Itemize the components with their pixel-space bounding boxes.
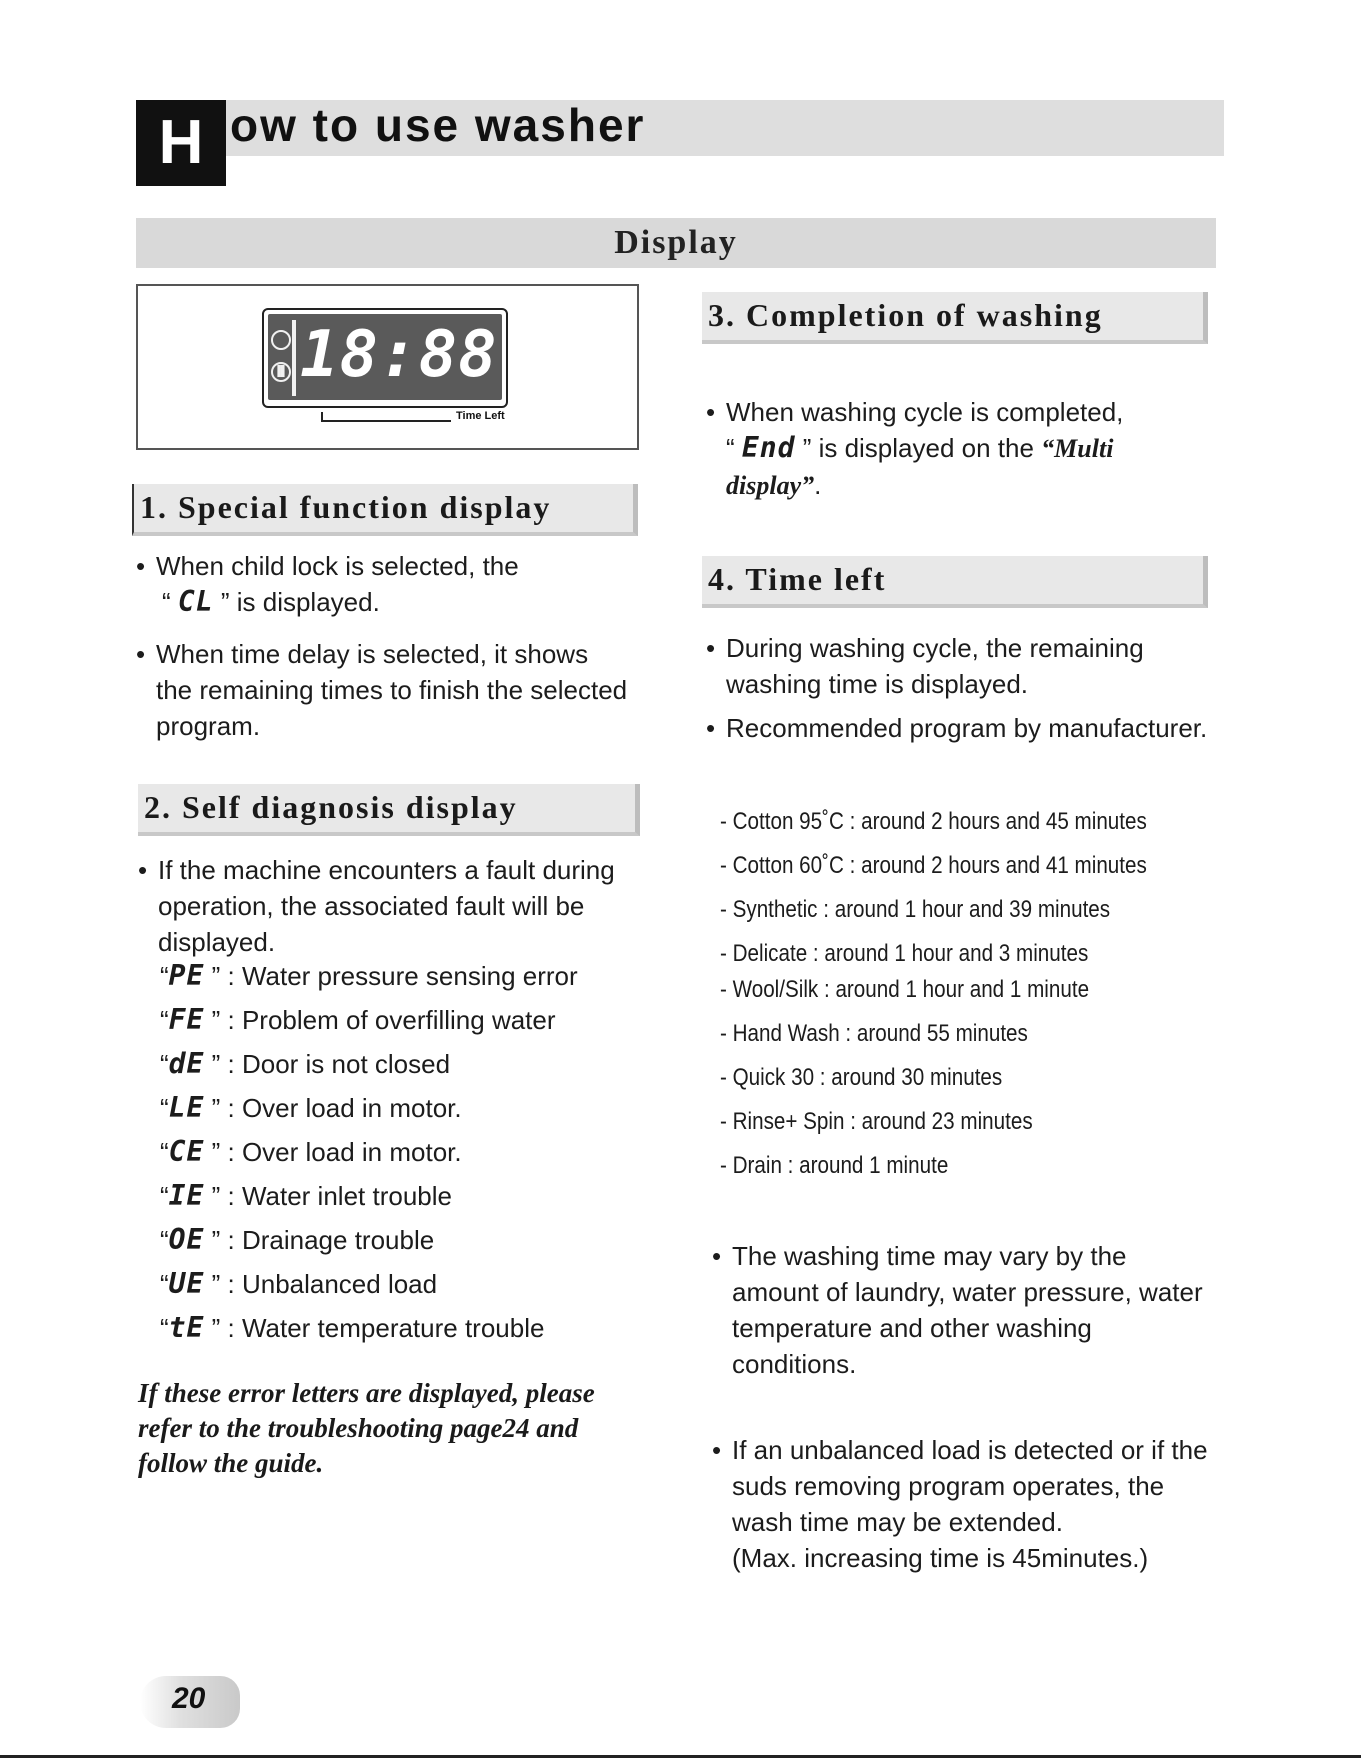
program-time-row: - Cotton 95˚C : around 2 hours and 45 minutes bbox=[720, 808, 1147, 835]
error-code: OE bbox=[168, 1223, 205, 1256]
fault-intro-line: displayed. bbox=[158, 927, 276, 957]
section-title-self-diagnosis: 2. Self diagnosis display bbox=[138, 784, 640, 836]
program-time-row: - Synthetic : around 1 hour and 39 minutes bbox=[720, 896, 1111, 923]
bullet-dot: • bbox=[706, 713, 716, 743]
pause-icon: ▐▌ bbox=[271, 362, 291, 382]
completion-end-line bbox=[726, 430, 1123, 467]
quote-open: “ bbox=[160, 1137, 169, 1167]
bullet-dot: • bbox=[712, 1241, 722, 1271]
error-code: dE bbox=[168, 1047, 205, 1080]
bullet-remaining-time bbox=[706, 630, 1144, 702]
quote-open: “ bbox=[160, 1225, 169, 1255]
error-row bbox=[160, 1222, 434, 1258]
note-line: follow the guide. bbox=[138, 1448, 324, 1478]
note-line: refer to the troubleshooting page24 and bbox=[138, 1413, 579, 1443]
bullet-dot: • bbox=[706, 633, 716, 663]
section-title-special-function: 1. Special function display bbox=[132, 484, 638, 536]
fault-intro-line: operation, the associated fault will be bbox=[158, 891, 585, 921]
time-left-bracket bbox=[321, 412, 451, 422]
bullet-time-delay bbox=[136, 636, 628, 744]
recommended-text: Recommended program by manufacturer. bbox=[726, 713, 1208, 743]
error-code: PE bbox=[168, 959, 205, 992]
bullet-dot: • bbox=[706, 397, 716, 427]
quote-open: “ bbox=[160, 1049, 169, 1079]
section-band-title: Display bbox=[136, 218, 1216, 268]
child-lock-suffix: ” is displayed. bbox=[213, 587, 380, 617]
error-row bbox=[160, 958, 578, 994]
fault-intro-line: If the machine encounters a fault during bbox=[158, 855, 615, 885]
lcd-divider bbox=[292, 320, 296, 396]
error-desc: Water pressure sensing error bbox=[241, 961, 578, 991]
completion-tail-line bbox=[726, 467, 1123, 504]
error-desc: Water inlet trouble bbox=[241, 1181, 452, 1211]
error-code: FE bbox=[168, 1003, 205, 1036]
error-sep: ” : bbox=[204, 1313, 242, 1343]
error-row bbox=[160, 1090, 462, 1126]
bullet-unbalanced-extension bbox=[712, 1432, 1208, 1576]
program-time-row: - Wool/Silk : around 1 hour and 1 minute bbox=[720, 976, 1090, 1003]
bullet-dot: • bbox=[138, 855, 148, 885]
error-code: LE bbox=[168, 1091, 205, 1124]
error-sep: ” : bbox=[204, 1049, 242, 1079]
title-initial: H bbox=[136, 100, 226, 186]
program-time-row: - Drain : around 1 minute bbox=[720, 1152, 949, 1179]
error-code: CE bbox=[168, 1135, 205, 1168]
quote-open: “ bbox=[160, 1269, 169, 1299]
multi-display-term: “Multi bbox=[1041, 434, 1114, 463]
vary-line: conditions. bbox=[732, 1349, 857, 1379]
child-lock-text: When child lock is selected, the bbox=[156, 551, 519, 581]
error-desc: Problem of overfilling water bbox=[241, 1005, 556, 1035]
time-left-label: Time Left bbox=[456, 410, 505, 422]
quote-open: “ bbox=[160, 1093, 169, 1123]
error-sep: ” : bbox=[204, 1005, 242, 1035]
extension-line: If an unbalanced load is detected or if the bbox=[732, 1435, 1208, 1465]
error-row bbox=[160, 1134, 462, 1170]
error-row bbox=[160, 1178, 452, 1214]
error-sep: ” : bbox=[204, 1137, 242, 1167]
bullet-child-lock bbox=[136, 548, 519, 620]
time-delay-line: When time delay is selected, it shows bbox=[156, 639, 589, 669]
program-time-row: - Delicate : around 1 hour and 3 minutes bbox=[720, 940, 1089, 967]
end-code: End bbox=[741, 431, 796, 464]
error-code: tE bbox=[168, 1311, 205, 1344]
error-row bbox=[160, 1002, 556, 1038]
quote-open: “ bbox=[162, 587, 171, 617]
quote-open: “ bbox=[160, 1181, 169, 1211]
error-row bbox=[160, 1310, 544, 1346]
bottom-rule bbox=[0, 1755, 1361, 1758]
spin-icon bbox=[271, 330, 291, 350]
error-desc: Drainage trouble bbox=[241, 1225, 435, 1255]
troubleshooting-note bbox=[138, 1376, 658, 1481]
error-desc: Water temperature trouble bbox=[241, 1313, 545, 1343]
bullet-recommended bbox=[706, 710, 1208, 746]
section-title-time-left: 4. Time left bbox=[702, 556, 1208, 608]
child-lock-code: CL bbox=[177, 585, 214, 618]
error-sep: ” : bbox=[204, 1225, 242, 1255]
program-time-row: - Cotton 60˚C : around 2 hours and 41 minutes bbox=[720, 852, 1147, 879]
quote-open: “ bbox=[160, 961, 169, 991]
program-time-row: - Hand Wash : around 55 minutes bbox=[720, 1020, 1028, 1047]
time-delay-line: program. bbox=[156, 711, 261, 741]
error-code: IE bbox=[168, 1179, 205, 1212]
completion-mid: ” is displayed on the bbox=[795, 433, 1042, 463]
vary-line: temperature and other washing bbox=[732, 1313, 1092, 1343]
remaining-time-line: washing time is displayed. bbox=[726, 669, 1029, 699]
bullet-completion bbox=[706, 394, 1124, 504]
bullet-dot: • bbox=[136, 551, 146, 581]
completion-period: . bbox=[814, 470, 822, 500]
lcd-digits: 18:88 bbox=[300, 318, 498, 392]
quote-open: “ bbox=[726, 433, 742, 463]
error-desc: Over load in motor. bbox=[241, 1093, 462, 1123]
error-desc: Over load in motor. bbox=[241, 1137, 462, 1167]
extension-line: wash time may be extended. bbox=[732, 1507, 1063, 1537]
bullet-time-may-vary bbox=[712, 1238, 1203, 1382]
quote-open: “ bbox=[160, 1005, 169, 1035]
error-row bbox=[160, 1266, 437, 1302]
vary-line: The washing time may vary by the bbox=[732, 1241, 1127, 1271]
error-sep: ” : bbox=[204, 1181, 242, 1211]
error-sep: ” : bbox=[204, 961, 242, 991]
remaining-time-line: During washing cycle, the remaining bbox=[726, 633, 1144, 663]
error-row bbox=[160, 1046, 450, 1082]
error-desc: Door is not closed bbox=[241, 1049, 451, 1079]
completion-line: When washing cycle is completed, bbox=[726, 397, 1124, 427]
section-title-completion: 3. Completion of washing bbox=[702, 292, 1208, 344]
child-lock-code-line bbox=[156, 584, 519, 620]
error-sep: ” : bbox=[204, 1093, 242, 1123]
program-time-row: - Rinse+ Spin : around 23 minutes bbox=[720, 1108, 1033, 1135]
error-sep: ” : bbox=[204, 1269, 242, 1299]
extension-line: (Max. increasing time is 45minutes.) bbox=[732, 1543, 1149, 1573]
note-line: If these error letters are displayed, please bbox=[138, 1378, 595, 1408]
bullet-dot: • bbox=[712, 1435, 722, 1465]
quote-open: “ bbox=[160, 1313, 169, 1343]
bullet-fault-intro bbox=[138, 852, 615, 960]
page-title: ow to use washer bbox=[230, 99, 646, 151]
error-desc: Unbalanced load bbox=[241, 1269, 438, 1299]
vary-line: amount of laundry, water pressure, water bbox=[732, 1277, 1203, 1307]
time-delay-line: the remaining times to finish the selected bbox=[156, 675, 628, 705]
program-time-row: - Quick 30 : around 30 minutes bbox=[720, 1064, 1003, 1091]
error-code: UE bbox=[168, 1267, 205, 1300]
extension-line: suds removing program operates, the bbox=[732, 1471, 1165, 1501]
multi-display-term-end: display” bbox=[726, 471, 815, 500]
bullet-dot: • bbox=[136, 639, 146, 669]
page-number: 20 bbox=[172, 1682, 206, 1715]
